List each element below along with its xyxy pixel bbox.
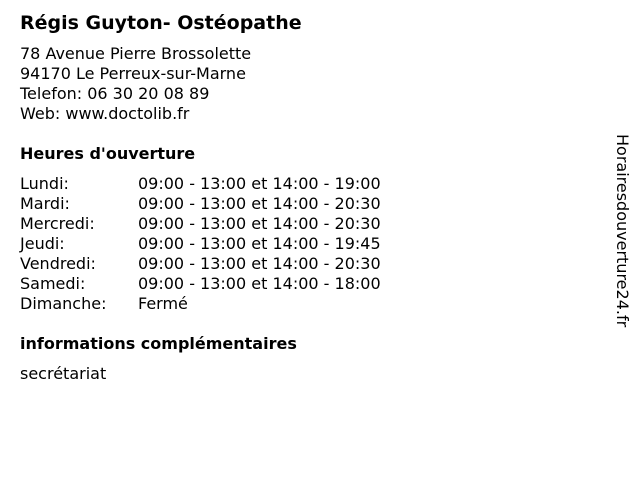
- hours-row-sunday: [20, 294, 381, 314]
- address-street: 78 Avenue Pierre Brossolette: [20, 44, 252, 63]
- opening-hours-table: [20, 174, 381, 314]
- day-label: Vendredi:: [20, 254, 96, 273]
- additional-info-text: secrétariat: [20, 364, 107, 383]
- hours-row-wednesday: [20, 214, 381, 234]
- phone-number: Telefon: 06 30 20 08 89: [20, 84, 210, 103]
- day-label: Lundi:: [20, 174, 69, 193]
- time-value: 09:00 - 13:00 et 14:00 - 20:30: [138, 194, 381, 213]
- time-value: Fermé: [138, 294, 188, 313]
- time-value: 09:00 - 13:00 et 14:00 - 20:30: [138, 214, 381, 233]
- hours-row-saturday: [20, 274, 381, 294]
- time-value: 09:00 - 13:00 et 14:00 - 19:00: [138, 174, 381, 193]
- address-city: 94170 Le Perreux-sur-Marne: [20, 64, 246, 83]
- time-value: 09:00 - 13:00 et 14:00 - 18:00: [138, 274, 381, 293]
- address-block: [20, 44, 251, 124]
- day-label: Jeudi:: [20, 234, 65, 253]
- hours-row-monday: [20, 174, 381, 194]
- day-label: Mardi:: [20, 194, 70, 213]
- time-value: 09:00 - 13:00 et 14:00 - 20:30: [138, 254, 381, 273]
- time-value: 09:00 - 13:00 et 14:00 - 19:45: [138, 234, 381, 253]
- day-label: Samedi:: [20, 274, 86, 293]
- website: Web: www.doctolib.fr: [20, 104, 190, 123]
- opening-hours-heading: Heures d'ouverture: [20, 144, 196, 163]
- hours-row-tuesday: [20, 194, 381, 214]
- additional-info-heading: informations complémentaires: [20, 334, 297, 353]
- site-watermark: Horairesdouverture24.fr: [613, 134, 632, 328]
- page-title: Régis Guyton- Ostéopathe: [20, 12, 302, 34]
- day-label: Dimanche:: [20, 294, 107, 313]
- day-label: Mercredi:: [20, 214, 95, 233]
- hours-row-thursday: [20, 234, 381, 254]
- hours-row-friday: [20, 254, 381, 274]
